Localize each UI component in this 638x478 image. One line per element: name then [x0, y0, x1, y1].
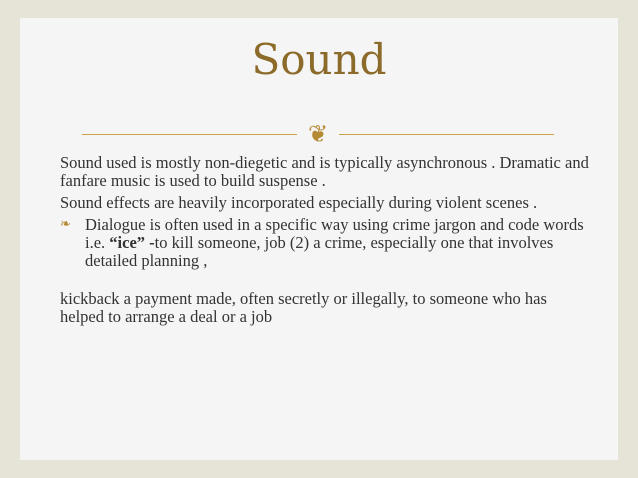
bullet-text-prefix: Dialogue is often used in a specific way using crime jargon and code words i.e. — [85, 215, 584, 252]
slide-body — [60, 154, 590, 326]
blank-line — [60, 270, 590, 290]
paragraph-sound-usage: Sound used is mostly non-diegetic and is typically asynchronous . Dramatic and fanfare music is used to build suspense . — [60, 153, 589, 190]
paragraph-sound-effects: Sound effects are heavily incorporated especially during violent scenes . — [60, 193, 538, 212]
bullet-text-bold: “ice” - — [109, 233, 155, 252]
chevron-ornament-icon: ❦ — [297, 121, 339, 147]
paragraph-kickback: kickback a payment made, often secretly or illegally, to someone who has helped to arrange a deal or a job — [60, 289, 547, 326]
bullet-dialogue — [60, 216, 590, 270]
bullet-chevron-icon: ❧ — [60, 217, 71, 232]
slide-title: Sound — [251, 35, 387, 84]
bullet-text-suffix: to kill someone, job (2) a crime, especially one that involves detailed planning , — [85, 233, 554, 270]
